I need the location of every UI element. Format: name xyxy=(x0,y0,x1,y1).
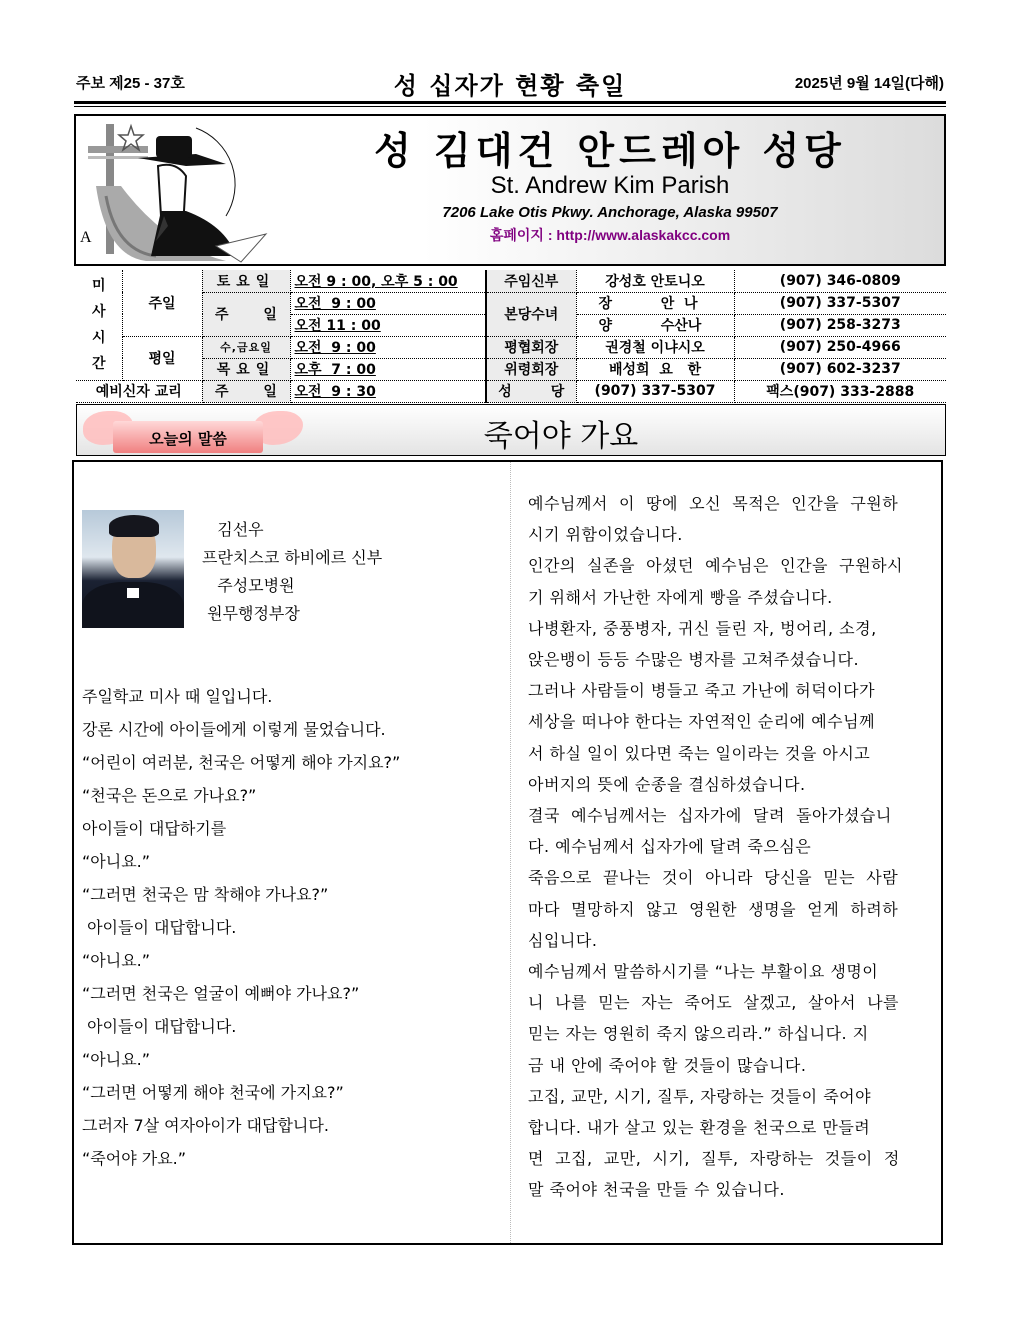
cross-and-saint-icon xyxy=(76,116,272,264)
text-line: “천국은 돈으로 가나요?” xyxy=(82,786,257,805)
contact-role: 성 당 xyxy=(486,380,576,402)
article-right-column xyxy=(528,488,936,1206)
text-line: 예수님께서 이 땅에 오신 목적은 인간을 구원하 xyxy=(528,494,899,513)
header-rule-thick xyxy=(74,101,946,104)
contact-phone: (907) 346-0809 xyxy=(734,270,946,292)
table-row xyxy=(76,380,946,402)
text-line: 심입니다. xyxy=(528,930,598,950)
text-line: “그러면 천국은 맘 착해야 가나요?” xyxy=(82,885,329,904)
todays-word-bar xyxy=(76,404,946,456)
schedule-day: 주 일 xyxy=(202,380,290,402)
author-name: 김선우 xyxy=(202,520,264,539)
contact-name: 양 수산나 xyxy=(576,314,734,336)
text-line: 면 고집, 교만, 시기, 질투, 자랑하는 것들이 정 xyxy=(528,1149,900,1169)
contact-role: 본당수녀 xyxy=(486,292,576,336)
feast-title: 성 십자가 현황 축일 xyxy=(393,72,627,100)
schedule-time: 오전 9 : 00 xyxy=(290,292,486,314)
schedule-time: 오전 9 : 00, 오후 5 : 00 xyxy=(290,270,486,292)
logo-letter: A xyxy=(80,229,92,246)
text-line: “아니요.” xyxy=(82,852,151,871)
author-hospital: 주성모병원 xyxy=(202,576,295,595)
contact-name: 권경철 이냐시오 xyxy=(576,336,734,358)
text-line: 말 죽어야 천국을 만들 수 있습니다. xyxy=(528,1180,785,1200)
mass-schedule-and-contacts xyxy=(76,270,946,403)
text-line: 아버지의 뜻에 순종을 결심하셨습니다. xyxy=(528,774,806,794)
schedule-time: 오전 11 : 00 xyxy=(290,314,486,336)
contact-phone: (907) 602-3237 xyxy=(734,358,946,380)
text-line: “아니요.” xyxy=(82,1050,151,1069)
schedule-time: 오전 9 : 30 xyxy=(290,380,486,402)
bulletin-header xyxy=(74,66,946,100)
text-line: 앉은뱅이 등등 수많은 병자를 고쳐주셨습니다. xyxy=(528,650,860,670)
text-line: 고집, 교만, 시기, 질투, 자랑하는 것들이 죽어야 xyxy=(528,1086,872,1106)
author-position: 원무행정부장 xyxy=(202,604,300,623)
text-line: 나병환자, 중풍병자, 귀신 들린 자, 벙어리, 소경, xyxy=(528,618,877,638)
table-row xyxy=(76,336,946,358)
text-line: 강론 시간에 아이들에게 이렇게 물었습니다. xyxy=(82,720,386,739)
text-line: 죽음으로 끝나는 것이 아니라 당신을 믿는 사람 xyxy=(528,868,899,888)
schedule-time: 오전 9 : 00 xyxy=(290,336,486,358)
masthead xyxy=(74,114,946,266)
contact-name: 강성호 안토니오 xyxy=(576,270,734,292)
table-row xyxy=(76,270,946,292)
text-line: 합니다. 내가 살고 있는 환경을 천국으로 만들려 xyxy=(528,1118,871,1138)
text-line: 인간의 실존을 아셨던 예수님은 인간을 구원하시 xyxy=(528,556,903,576)
contact-phone: (907) 258-3273 xyxy=(734,314,946,336)
homepage-link[interactable]: http://www.alaskakcc.com xyxy=(556,227,731,243)
text-line: 아이들이 대답합니다. xyxy=(82,1017,237,1036)
contact-phone: (907) 250-4966 xyxy=(734,336,946,358)
text-line: 믿는 자는 영원히 죽지 않으리라.” 하십니다. 지 xyxy=(528,1024,869,1044)
contact-name: 장 안 나 xyxy=(576,292,734,314)
column-divider xyxy=(510,462,511,1243)
table-row xyxy=(76,292,946,314)
bulletin-date: 2025년 9월 14일(다해) xyxy=(794,75,944,92)
parish-fax: 팩스(907) 333-2888 xyxy=(734,380,946,402)
ribbon-label: 오늘의 말씀 xyxy=(149,430,227,448)
text-line: “어린이 여러분, 천국은 어떻게 해야 가지요?” xyxy=(82,753,401,772)
parish-address: 7206 Lake Otis Pkwy. Anchorage, Alaska 99507 xyxy=(442,204,778,221)
homepage-line xyxy=(276,225,944,245)
contact-phone: (907) 337-5307 xyxy=(734,292,946,314)
text-line: 금 내 안에 죽어야 할 것들이 많습니다. xyxy=(528,1055,807,1075)
header-rule-thin xyxy=(74,106,946,107)
parish-phone: (907) 337-5307 xyxy=(576,380,734,402)
text-line: 다. 예수님께서 십자가에 달려 죽으심은 xyxy=(528,837,812,857)
text-line: 주일학교 미사 때 일입니다. xyxy=(82,687,273,706)
text-line: 예수님께서 말씀하시기를 “나는 부활이요 생명이 xyxy=(528,962,879,982)
parish-logo xyxy=(76,116,272,264)
article-left-column xyxy=(82,680,502,1175)
parish-name-english: St. Andrew Kim Parish xyxy=(490,172,730,199)
schedule-day: 토요일 xyxy=(202,270,290,292)
author-photo xyxy=(82,510,184,628)
contact-role: 위령회장 xyxy=(486,358,576,380)
text-line: 시기 위함이었습니다. xyxy=(528,525,683,545)
text-line: 아이들이 대답하기를 xyxy=(82,819,227,838)
text-line: 마다 멸망하지 않고 영원한 생명을 얻게 하려하 xyxy=(528,899,899,919)
text-line: 아이들이 대답합니다. xyxy=(82,918,237,937)
schedule-time: 오후 7 : 00 xyxy=(290,358,486,380)
homily-title: 죽어야 가요 xyxy=(483,419,639,454)
author-title: 프란치스코 하비에르 신부 xyxy=(202,548,383,567)
contact-role: 주임신부 xyxy=(486,270,576,292)
text-line: “아니요.” xyxy=(82,951,151,970)
sunday-group-label: 주일 xyxy=(122,270,202,336)
homepage-label: 홈페이지 : xyxy=(489,227,557,243)
schedule-day: 목요일 xyxy=(202,358,290,380)
contact-role: 평협회장 xyxy=(486,336,576,358)
issue-number: 주보 제25 - 37호 xyxy=(76,75,185,92)
schedule-day: 수,금요일 xyxy=(202,336,290,358)
text-line: 서 하실 일이 있다면 죽는 일이라는 것을 아시고 xyxy=(528,743,871,763)
text-line: “죽어야 가요.” xyxy=(82,1149,187,1168)
text-line: “그러면 천국은 얼굴이 예뻐야 가나요?” xyxy=(82,984,360,1003)
text-line: 그러나 사람들이 병들고 죽고 가난에 허덕이다가 xyxy=(528,681,876,701)
text-line: “그러면 어떻게 해야 천국에 가지요?” xyxy=(82,1083,344,1102)
weekday-group-label: 평일 xyxy=(122,336,202,380)
table-row xyxy=(76,358,946,380)
ribbon-banner xyxy=(83,411,309,453)
schedule-day: 주 일 xyxy=(202,292,290,336)
text-line: 기 위해서 가난한 자에게 빵을 주셨습니다. xyxy=(528,587,833,607)
text-line: 세상을 떠나야 한다는 자연적인 순리에 예수님께 xyxy=(528,712,876,732)
parish-name-korean: 성 김대건 안드레아 성당 xyxy=(374,129,846,173)
text-line: 결국 예수님께서는 십자가에 달려 돌아가셨습니 xyxy=(528,806,892,826)
author-bio xyxy=(202,516,382,628)
contact-name: 배성희 요 한 xyxy=(576,358,734,380)
text-line: 니 나를 믿는 자는 죽어도 살겠고, 살아서 나를 xyxy=(528,993,899,1013)
homily-article xyxy=(72,460,943,1245)
catechumen-label: 예비신자 교리 xyxy=(76,380,202,402)
text-line: 그러자 7살 여자아이가 대답합니다. xyxy=(82,1116,329,1135)
mass-time-label: 미 사 시 간 xyxy=(76,270,122,380)
